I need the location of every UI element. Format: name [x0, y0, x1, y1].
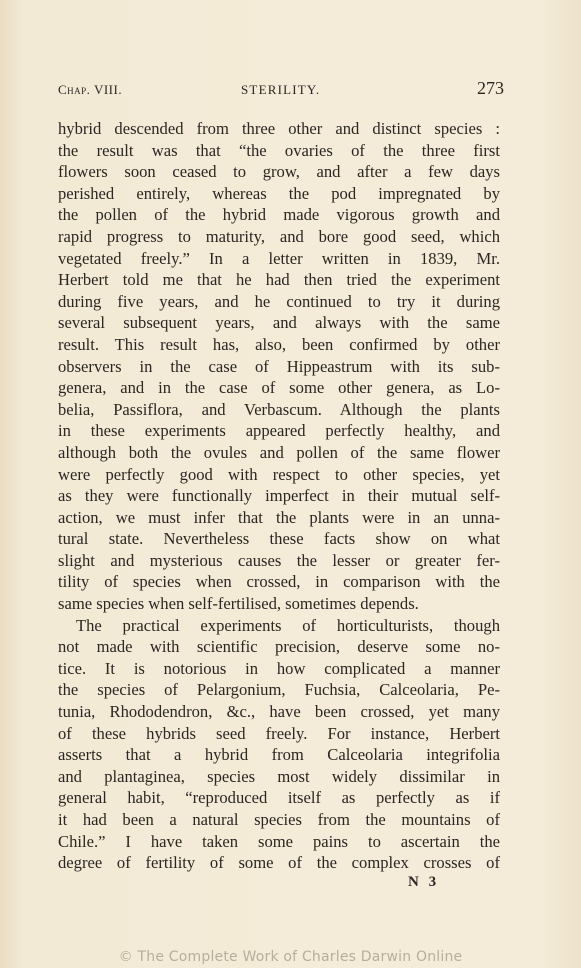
page-number: 273: [477, 78, 504, 98]
text-line: vegetated freely.” In a letter written in 1839, Mr.: [58, 248, 500, 268]
running-title: STERILITY.: [241, 82, 321, 97]
text-line: of these hybrids seed freely. For instance, Herbert: [58, 723, 500, 743]
text-line: the pollen of the hybrid made vigorous growth and: [58, 205, 500, 225]
text-line: belia, Passiflora, and Verbascum. Although the plants: [58, 399, 500, 419]
text-line: perished entirely, whereas the pod impregnated by: [58, 183, 500, 203]
text-line: action, we must infer that the plants were in an unna-: [58, 507, 500, 527]
text-line: slight and mysterious causes the lesser or greater fer-: [58, 550, 500, 570]
text-line: tility of species when crossed, in comparison with the: [58, 572, 500, 592]
text-line: not made with scientific precision, deserve some no-: [58, 637, 500, 657]
text-line: Chile.” I have taken some pains to ascertain the: [58, 831, 500, 851]
copyright-watermark: © The Complete Work of Charles Darwin Online: [118, 949, 463, 965]
text-line: tice. It is notorious in how complicated a manner: [58, 658, 500, 678]
text-line: Herbert told me that he had then tried the experiment: [58, 270, 500, 290]
text-line: the species of Pelargonium, Fuchsia, Calceolaria, Pe-: [58, 680, 500, 700]
chapter-label: Chap. VIII.: [58, 82, 123, 97]
signature-mark: N 3: [408, 874, 440, 890]
text-line: hybrid descended from three other and distinct species :: [58, 119, 500, 138]
text-line: tural state. Nevertheless these facts show on what: [58, 529, 500, 549]
text-line: degree of fertility of some of the complex crosses of: [58, 853, 500, 873]
text-line: it had been a natural species from the mountains of: [58, 810, 500, 829]
paragraph-end-line: same species when self-fertilised, sometimes depends.: [58, 594, 419, 614]
text-line: several subsequent years, and always with the same: [58, 313, 500, 333]
text-line: in these experiments appeared perfectly healthy, and: [58, 421, 500, 441]
text-line: and plantaginea, species most widely dissimilar in: [58, 766, 500, 786]
text-line: flowers soon ceased to grow, and after a few days: [58, 162, 500, 182]
text-line: the result was that “the ovaries of the three first: [58, 140, 500, 160]
text-line: observers in the case of Hippeastrum with its sub-: [58, 356, 500, 376]
text-line: tunia, Rhododendron, &c., have been crossed, yet many: [58, 702, 500, 722]
text-line: genera, and in the case of some other genera, as Lo-: [58, 378, 500, 398]
text-line: during five years, and he continued to try it during: [58, 291, 500, 311]
body-text: [58, 118, 500, 874]
text-line: rapid progress to maturity, and bore good seed, which: [58, 226, 500, 246]
text-line: although both the ovules and pollen of the same flower: [58, 442, 500, 462]
text-line: as they were functionally imperfect in their mutual self-: [58, 486, 500, 506]
paragraph-start-line: The practical experiments of horticulturists, though: [76, 615, 500, 635]
text-line: were perfectly good with respect to other species, yet: [58, 464, 500, 484]
running-head: [58, 78, 504, 100]
text-line: asserts that a hybrid from Calceolaria integrifolia: [58, 745, 500, 765]
text-line: result. This result has, also, been confirmed by other: [58, 334, 500, 354]
text-line: general habit, “reproduced itself as perfectly as if: [58, 788, 500, 808]
